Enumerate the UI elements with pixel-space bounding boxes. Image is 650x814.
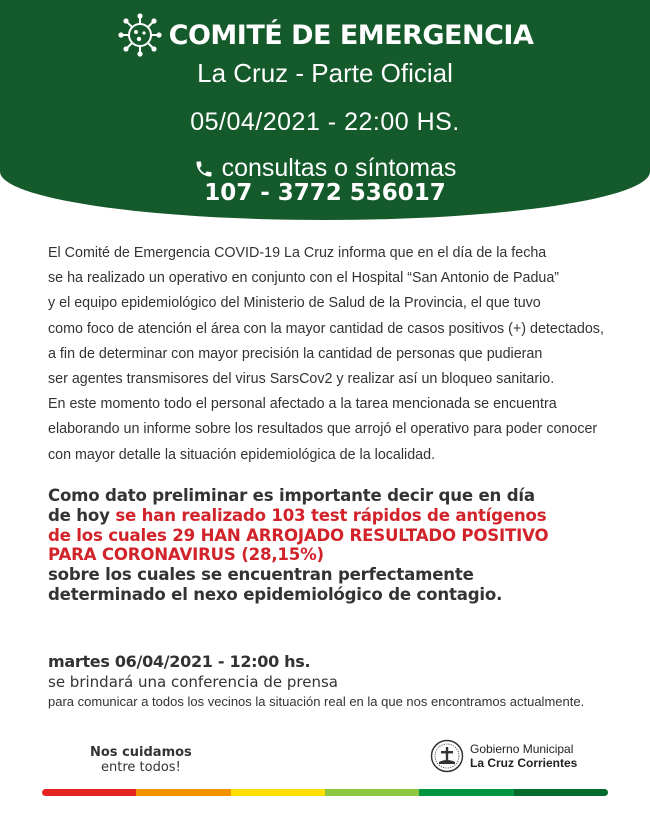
body-line: como foco de atención el área con la mayor cantidad de casos positivos (+) detectados,	[48, 320, 604, 337]
press-conference	[48, 651, 638, 712]
color-segment	[514, 789, 608, 796]
title-row	[0, 12, 650, 58]
color-stripe	[42, 789, 608, 796]
body-line: a fin de determinar con mayor precisión la cantidad de personas que pudieran	[48, 345, 543, 362]
page-title: COMITÉ DE EMERGENCIA	[168, 19, 534, 51]
body-line: En este momento todo el personal afectado a la tarea mencionada se encuentra	[48, 396, 557, 413]
phone-number: 107 - 3772 536017	[204, 180, 446, 206]
body-line: y el equipo epidemiológico del Ministerio de Salud de la Provincia, el que tuvo	[48, 295, 541, 312]
body-line: El Comité de Emergencia COVID-19 La Cruz informa que en el día de la fecha	[48, 245, 547, 261]
body-line: elaborando un informe sobre los resultados que arrojó el operativo para poder conocer	[48, 421, 598, 438]
body-line: ser agentes transmisores del virus SarsCov2 y realizar así un bloqueo sanitario.	[48, 371, 555, 388]
page-subtitle: La Cruz - Parte Oficial	[197, 58, 453, 88]
slogan-line-1: Nos cuidamos	[90, 745, 192, 760]
virus-icon	[117, 12, 163, 58]
highlight-red-line: PARA CORONAVIRUS (28,15%)	[48, 545, 324, 565]
consult-row	[0, 154, 650, 183]
slogan	[90, 745, 192, 775]
phone-icon	[194, 159, 214, 179]
highlight-line	[48, 506, 643, 526]
press-detail: para comunicar a todos los vecinos la situación real en la que nos encontramos actualmente.	[48, 694, 585, 709]
highlight-red-line: de los cuales 29 HAN ARROJADO RESULTADO POSITIVO	[48, 525, 549, 545]
gov-logo	[430, 739, 577, 773]
color-segment	[231, 789, 325, 796]
color-segment	[325, 789, 419, 796]
gov-line-1: Gobierno Municipal	[470, 742, 574, 756]
press-date: martes 06/04/2021 - 12:00 hs.	[48, 652, 311, 671]
highlight-red-text: se han realizado 103 test rápidos de antígenos	[115, 505, 547, 525]
slogan-line-2: entre todos!	[101, 760, 181, 775]
color-segment	[42, 789, 136, 796]
color-segment	[419, 789, 513, 796]
body-line: con mayor detalle la situación epidemiológica de la localidad.	[48, 446, 436, 463]
municipal-seal-icon	[430, 739, 464, 773]
consult-label: consultas o síntomas	[221, 154, 457, 182]
body-line: se ha realizado un operativo en conjunto con el Hospital “San Antonio de Padua”	[48, 270, 560, 287]
report-datetime: 05/04/2021 - 22:00 HS.	[190, 108, 460, 136]
highlight-text: de hoy	[48, 505, 116, 525]
gov-line-2: La Cruz Corrientes	[470, 756, 578, 770]
highlight-line: Como dato preliminar es importante decir que en día	[48, 486, 535, 505]
gov-text	[470, 742, 577, 770]
report-body	[48, 241, 628, 468]
press-announcement: se brindará una conferencia de prensa	[48, 673, 338, 691]
highlight-line: sobre los cuales se encuentran perfectamente	[48, 565, 474, 585]
header-banner	[0, 0, 650, 220]
color-segment	[136, 789, 230, 796]
preliminary-results	[48, 486, 643, 605]
highlight-line: determinado el nexo epidemiológico de contagio.	[48, 584, 503, 604]
